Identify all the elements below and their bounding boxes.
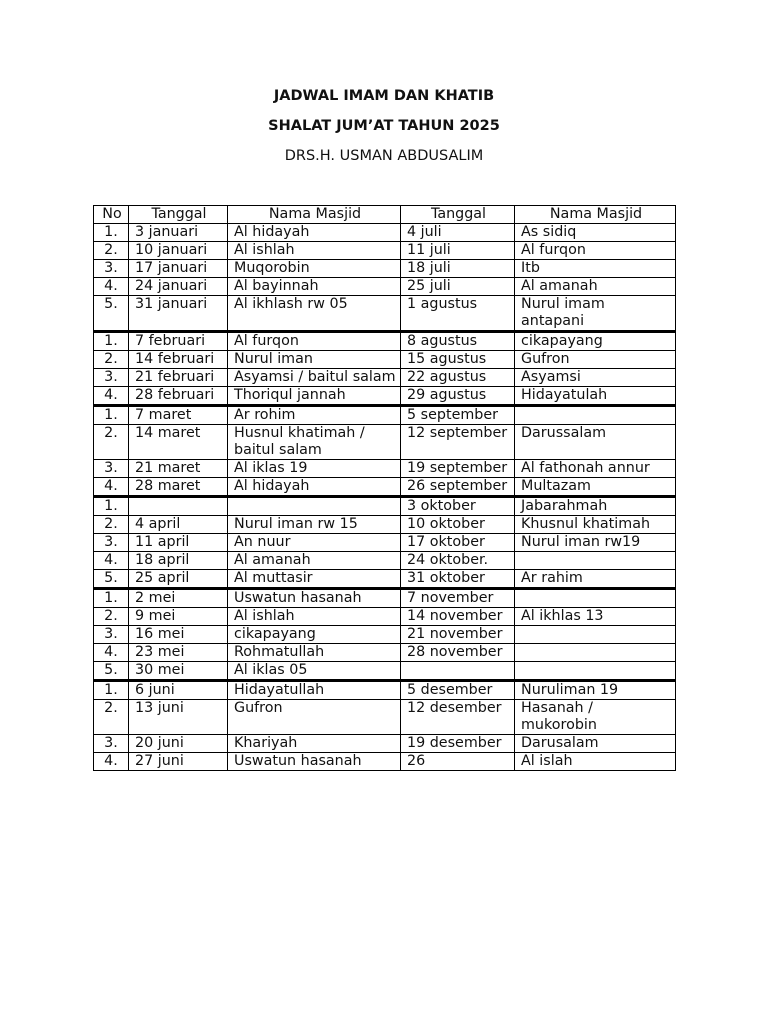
date-cell: 10 oktober	[401, 516, 515, 534]
no-cell: 2.	[94, 351, 129, 369]
date-cell: 21 november	[401, 626, 515, 644]
table-row	[94, 332, 676, 351]
date-cell: 13 juni	[129, 700, 228, 735]
mosque-cell: Ar rohim	[228, 406, 401, 425]
table-row	[94, 351, 676, 369]
mosque-cell: Al hidayah	[228, 478, 401, 497]
date-cell: 31 oktober	[401, 570, 515, 589]
date-cell: 5 september	[401, 406, 515, 425]
header-mosque-1: Nama Masjid	[228, 206, 401, 224]
table-row	[94, 242, 676, 260]
date-cell: 3 oktober	[401, 497, 515, 516]
table-row	[94, 369, 676, 387]
mosque-cell: Asyamsi	[515, 369, 676, 387]
date-cell: 7 februari	[129, 332, 228, 351]
mosque-cell: Muqorobin	[228, 260, 401, 278]
table-header-row	[94, 206, 676, 224]
no-cell: 4.	[94, 387, 129, 406]
mosque-cell: Hidayatulah	[515, 387, 676, 406]
no-cell: 2.	[94, 608, 129, 626]
mosque-cell: Gufron	[515, 351, 676, 369]
mosque-cell: Ar rahim	[515, 570, 676, 589]
date-cell: 4 juli	[401, 224, 515, 242]
table-row	[94, 681, 676, 700]
no-cell: 4.	[94, 478, 129, 497]
mosque-cell: Al fathonah annur	[515, 460, 676, 478]
mosque-cell: Husnul khatimah / baitul salam	[228, 425, 401, 460]
table-row	[94, 516, 676, 534]
mosque-cell	[515, 662, 676, 681]
date-cell: 7 maret	[129, 406, 228, 425]
date-cell	[129, 497, 228, 516]
date-cell: 29 agustus	[401, 387, 515, 406]
header-date-1: Tanggal	[129, 206, 228, 224]
no-cell: 1.	[94, 224, 129, 242]
mosque-cell	[515, 552, 676, 570]
no-cell: 1.	[94, 497, 129, 516]
no-cell: 5.	[94, 662, 129, 681]
mosque-cell: Nurul iman rw19	[515, 534, 676, 552]
mosque-cell: Itb	[515, 260, 676, 278]
mosque-cell	[515, 406, 676, 425]
date-cell: 5 desember	[401, 681, 515, 700]
mosque-cell: Jabarahmah	[515, 497, 676, 516]
date-cell: 14 november	[401, 608, 515, 626]
table-row	[94, 735, 676, 753]
no-cell: 3.	[94, 534, 129, 552]
mosque-cell: Al iklas 19	[228, 460, 401, 478]
mosque-cell: Al ishlah	[228, 608, 401, 626]
mosque-cell: As sidiq	[515, 224, 676, 242]
date-cell: 8 agustus	[401, 332, 515, 351]
table-row	[94, 570, 676, 589]
table-row	[94, 296, 676, 332]
mosque-cell: Nurul iman	[228, 351, 401, 369]
no-cell: 1.	[94, 589, 129, 608]
date-cell: 16 mei	[129, 626, 228, 644]
table-row	[94, 224, 676, 242]
mosque-cell: Uswatun hasanah	[228, 753, 401, 771]
no-cell: 1.	[94, 681, 129, 700]
date-cell: 24 oktober.	[401, 552, 515, 570]
mosque-cell: Al furqon	[515, 242, 676, 260]
table-row	[94, 552, 676, 570]
header-date-2: Tanggal	[401, 206, 515, 224]
date-cell: 20 juni	[129, 735, 228, 753]
date-cell: 4 april	[129, 516, 228, 534]
no-cell: 4.	[94, 644, 129, 662]
date-cell: 24 januari	[129, 278, 228, 296]
date-cell: 3 januari	[129, 224, 228, 242]
mosque-cell: Thoriqul jannah	[228, 387, 401, 406]
no-cell: 4.	[94, 552, 129, 570]
mosque-cell: Asyamsi / baitul salam	[228, 369, 401, 387]
table-row	[94, 478, 676, 497]
document-subtitle: DRS.H. USMAN ABDUSALIM	[284, 148, 484, 164]
table-body	[94, 224, 676, 771]
mosque-cell: Nurul imam antapani	[515, 296, 676, 332]
mosque-cell: Al muttasir	[228, 570, 401, 589]
table-row	[94, 608, 676, 626]
mosque-cell: Nuruliman 19	[515, 681, 676, 700]
date-cell: 14 februari	[129, 351, 228, 369]
schedule-table	[93, 205, 676, 771]
mosque-cell	[515, 589, 676, 608]
mosque-cell: Nurul iman rw 15	[228, 516, 401, 534]
date-cell: 21 maret	[129, 460, 228, 478]
date-cell: 18 april	[129, 552, 228, 570]
header-mosque-2: Nama Masjid	[515, 206, 676, 224]
mosque-cell: Hasanah / mukorobin	[515, 700, 676, 735]
table-row	[94, 700, 676, 735]
mosque-cell: Uswatun hasanah	[228, 589, 401, 608]
no-cell: 5.	[94, 296, 129, 332]
date-cell: 28 november	[401, 644, 515, 662]
mosque-cell: Gufron	[228, 700, 401, 735]
date-cell: 2 mei	[129, 589, 228, 608]
table-row	[94, 644, 676, 662]
no-cell: 4.	[94, 753, 129, 771]
no-cell: 2.	[94, 425, 129, 460]
no-cell: 1.	[94, 332, 129, 351]
date-cell: 28 februari	[129, 387, 228, 406]
mosque-cell: An nuur	[228, 534, 401, 552]
date-cell: 27 juni	[129, 753, 228, 771]
table-row	[94, 589, 676, 608]
date-cell: 11 juli	[401, 242, 515, 260]
date-cell: 19 september	[401, 460, 515, 478]
table-row	[94, 387, 676, 406]
mosque-cell: Al islah	[515, 753, 676, 771]
mosque-cell	[515, 644, 676, 662]
table-row	[94, 425, 676, 460]
mosque-cell: Al iklas 05	[228, 662, 401, 681]
mosque-cell: Al ikhlas 13	[515, 608, 676, 626]
date-cell: 23 mei	[129, 644, 228, 662]
mosque-cell: Khariyah	[228, 735, 401, 753]
table-row	[94, 534, 676, 552]
table-row	[94, 406, 676, 425]
date-cell: 9 mei	[129, 608, 228, 626]
date-cell: 25 april	[129, 570, 228, 589]
date-cell: 12 september	[401, 425, 515, 460]
date-cell: 25 juli	[401, 278, 515, 296]
date-cell: 19 desember	[401, 735, 515, 753]
no-cell: 3.	[94, 260, 129, 278]
date-cell: 26	[401, 753, 515, 771]
date-cell	[401, 662, 515, 681]
mosque-cell: Rohmatullah	[228, 644, 401, 662]
mosque-cell: cikapayang	[228, 626, 401, 644]
table-row	[94, 278, 676, 296]
date-cell: 12 desember	[401, 700, 515, 735]
mosque-cell: Al bayinnah	[228, 278, 401, 296]
mosque-cell: Al ikhlash rw 05	[228, 296, 401, 332]
date-cell: 17 oktober	[401, 534, 515, 552]
no-cell: 2.	[94, 516, 129, 534]
no-cell: 3.	[94, 460, 129, 478]
mosque-cell: Al amanah	[228, 552, 401, 570]
date-cell: 21 februari	[129, 369, 228, 387]
no-cell: 3.	[94, 626, 129, 644]
mosque-cell: Al ishlah	[228, 242, 401, 260]
date-cell: 22 agustus	[401, 369, 515, 387]
table-row	[94, 662, 676, 681]
date-cell: 26 september	[401, 478, 515, 497]
date-cell: 7 november	[401, 589, 515, 608]
table-row	[94, 497, 676, 516]
document-title: JADWAL IMAM DAN KHATIB	[273, 88, 495, 104]
header-no: No	[94, 206, 129, 224]
table-row	[94, 260, 676, 278]
table-row	[94, 753, 676, 771]
date-cell: 1 agustus	[401, 296, 515, 332]
mosque-cell	[515, 626, 676, 644]
mosque-cell: Al hidayah	[228, 224, 401, 242]
mosque-cell: Al furqon	[228, 332, 401, 351]
no-cell: 4.	[94, 278, 129, 296]
date-cell: 11 april	[129, 534, 228, 552]
date-cell: 6 juni	[129, 681, 228, 700]
date-cell: 31 januari	[129, 296, 228, 332]
mosque-cell: Hidayatullah	[228, 681, 401, 700]
no-cell: 2.	[94, 242, 129, 260]
date-cell: 17 januari	[129, 260, 228, 278]
mosque-cell: cikapayang	[515, 332, 676, 351]
no-cell: 1.	[94, 406, 129, 425]
table-row	[94, 460, 676, 478]
date-cell: 15 agustus	[401, 351, 515, 369]
date-cell: 14 maret	[129, 425, 228, 460]
document-title-line2: SHALAT JUM’AT TAHUN 2025	[268, 118, 500, 134]
no-cell: 3.	[94, 369, 129, 387]
mosque-cell: Khusnul khatimah	[515, 516, 676, 534]
table-row	[94, 626, 676, 644]
mosque-cell: Multazam	[515, 478, 676, 497]
no-cell: 5.	[94, 570, 129, 589]
mosque-cell: Al amanah	[515, 278, 676, 296]
no-cell: 2.	[94, 700, 129, 735]
mosque-cell	[228, 497, 401, 516]
date-cell: 18 juli	[401, 260, 515, 278]
date-cell: 30 mei	[129, 662, 228, 681]
mosque-cell: Darussalam	[515, 425, 676, 460]
mosque-cell: Darusalam	[515, 735, 676, 753]
date-cell: 10 januari	[129, 242, 228, 260]
no-cell: 3.	[94, 735, 129, 753]
date-cell: 28 maret	[129, 478, 228, 497]
